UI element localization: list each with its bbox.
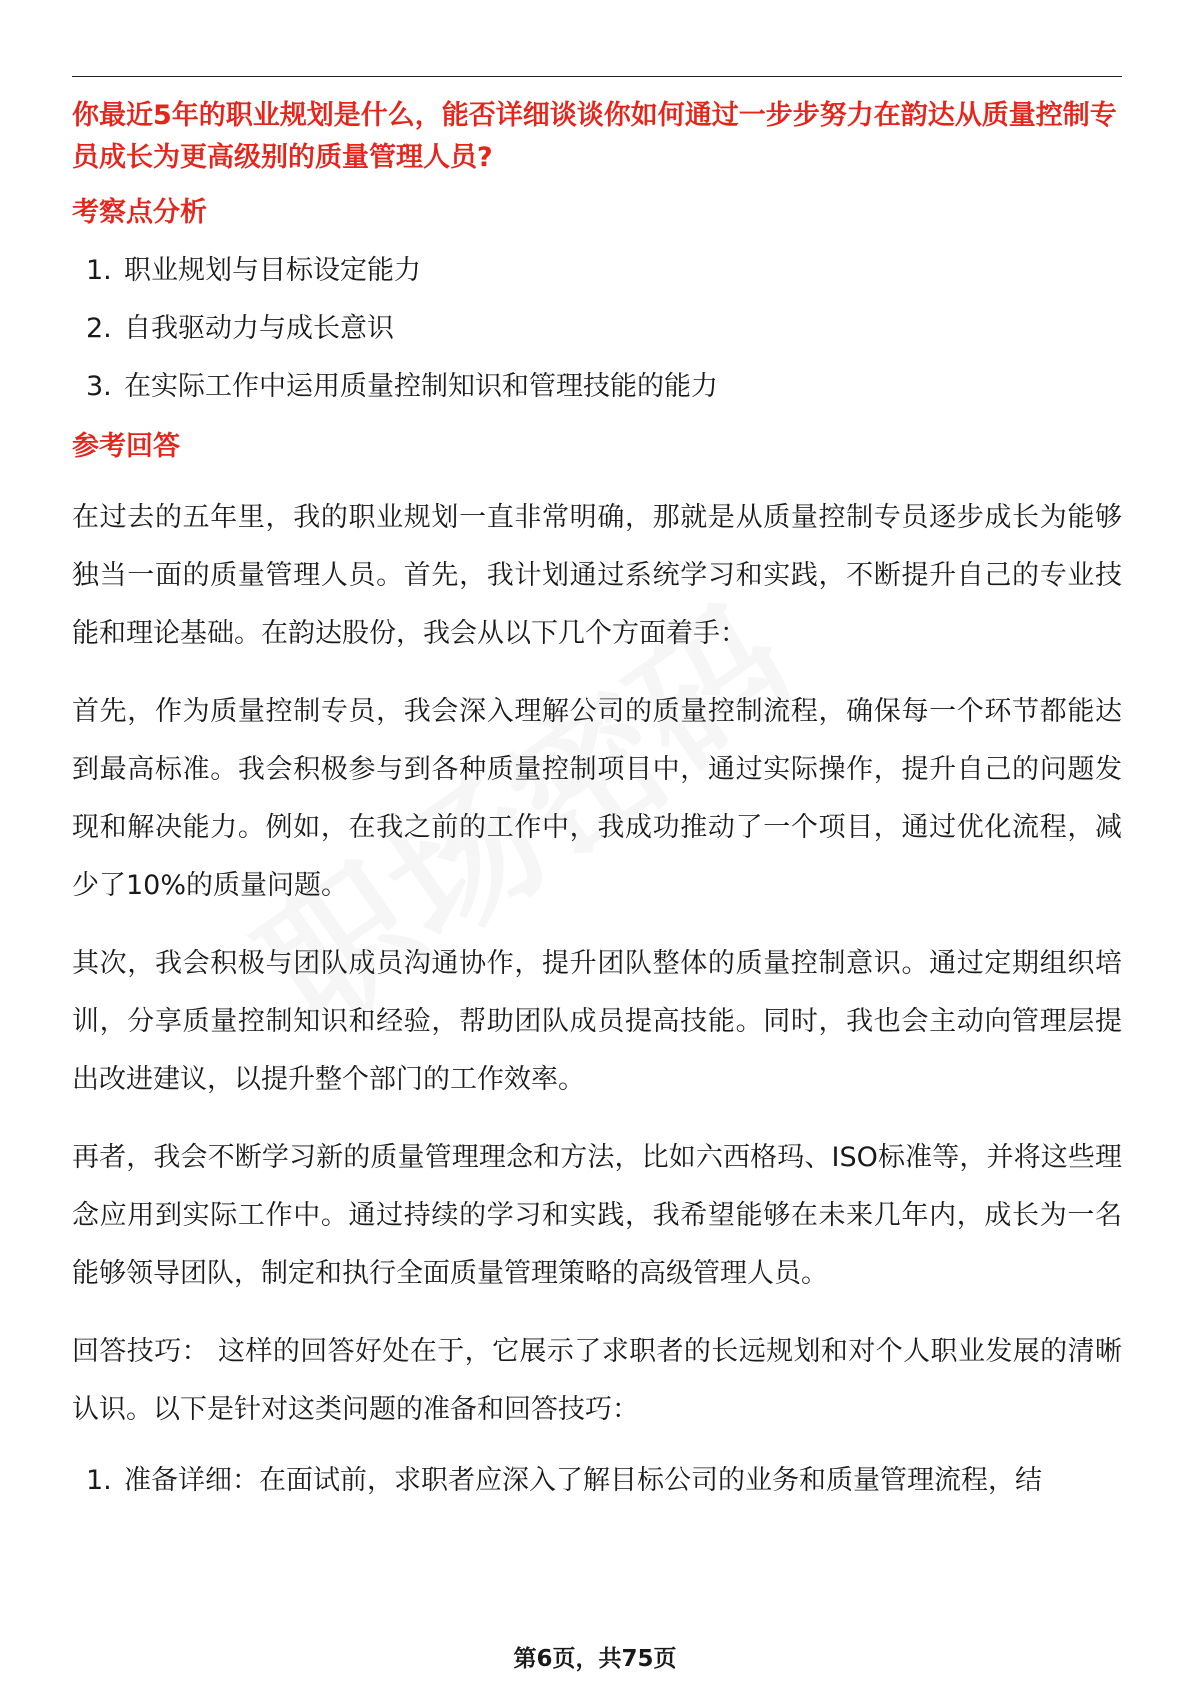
answer-paragraph: 再者，我会不断学习新的质量管理理念和方法，比如六西格玛、ISO标准等，并将这些理念应用到实际工作中。通过持续的学习和实践，我希望能够在未来几年内，成长为一名能够领导团队，制定和执行全面质量管理策略的高级管理人员。: [72, 1142, 1122, 1289]
analysis-list: [72, 251, 1122, 407]
answer-paragraph: 首先，作为质量控制专员，我会深入理解公司的质量控制流程，确保每一个环节都能达到最高标准。我会积极参与到各种质量控制项目中，通过实际操作，提升自己的问题发现和解决能力。例如，在我之前的工作中，我成功推动了一个项目，通过优化流程，减少了10%的质量问题。: [72, 696, 1122, 901]
question-title: 你最近5年的职业规划是什么，能否详细谈谈你如何通过一步步努力在韵达从质量控制专员成长为更高级别的质量管理人员?: [72, 100, 1117, 173]
document-page: [72, 76, 1122, 1521]
list-item-text: 在实际工作中运用质量控制知识和管理技能的能力: [124, 371, 718, 402]
answer-tips-paragraph: 回答技巧： 这样的回答好处在于，它展示了求职者的长远规划和对个人职业发展的清晰认识。以下是针对这类问题的准备和回答技巧：: [72, 1336, 1122, 1425]
reference-heading: 参考回答: [72, 431, 180, 462]
answer-paragraph: 其次，我会积极与团队成员沟通协作，提升团队整体的质量控制意识。通过定期组织培训，分享质量控制知识和经验，帮助团队成员提高技能。同时，我也会主动向管理层提出改进建议，以提升整个部门的工作效率。: [72, 948, 1122, 1095]
top-divider: [72, 76, 1122, 77]
answer-paragraph: 在过去的五年里，我的职业规划一直非常明确，那就是从质量控制专员逐步成长为能够独当一面的质量管理人员。首先，我计划通过系统学习和实践，不断提升自己的专业技能和理论基础。在韵达股份，我会从以下几个方面着手：: [72, 502, 1122, 649]
list-item: [72, 1461, 1122, 1501]
list-item: [72, 251, 1122, 291]
list-item-number: 2.: [86, 313, 112, 344]
list-item-number: 1.: [86, 1465, 112, 1496]
list-item-number: 1.: [86, 255, 112, 286]
list-item-text: 准备详细：在面试前，求职者应深入了解目标公司的业务和质量管理流程，结: [124, 1465, 1042, 1496]
list-item: [72, 367, 1122, 407]
list-item-text: 自我驱动力与成长意识: [124, 313, 394, 344]
analysis-heading: 考察点分析: [72, 197, 207, 228]
list-item: [72, 309, 1122, 349]
tips-list: [72, 1461, 1122, 1501]
page-number: 第6页，共75页: [513, 1646, 677, 1672]
list-item-number: 3.: [86, 371, 112, 402]
list-item-text: 职业规划与目标设定能力: [124, 255, 421, 286]
